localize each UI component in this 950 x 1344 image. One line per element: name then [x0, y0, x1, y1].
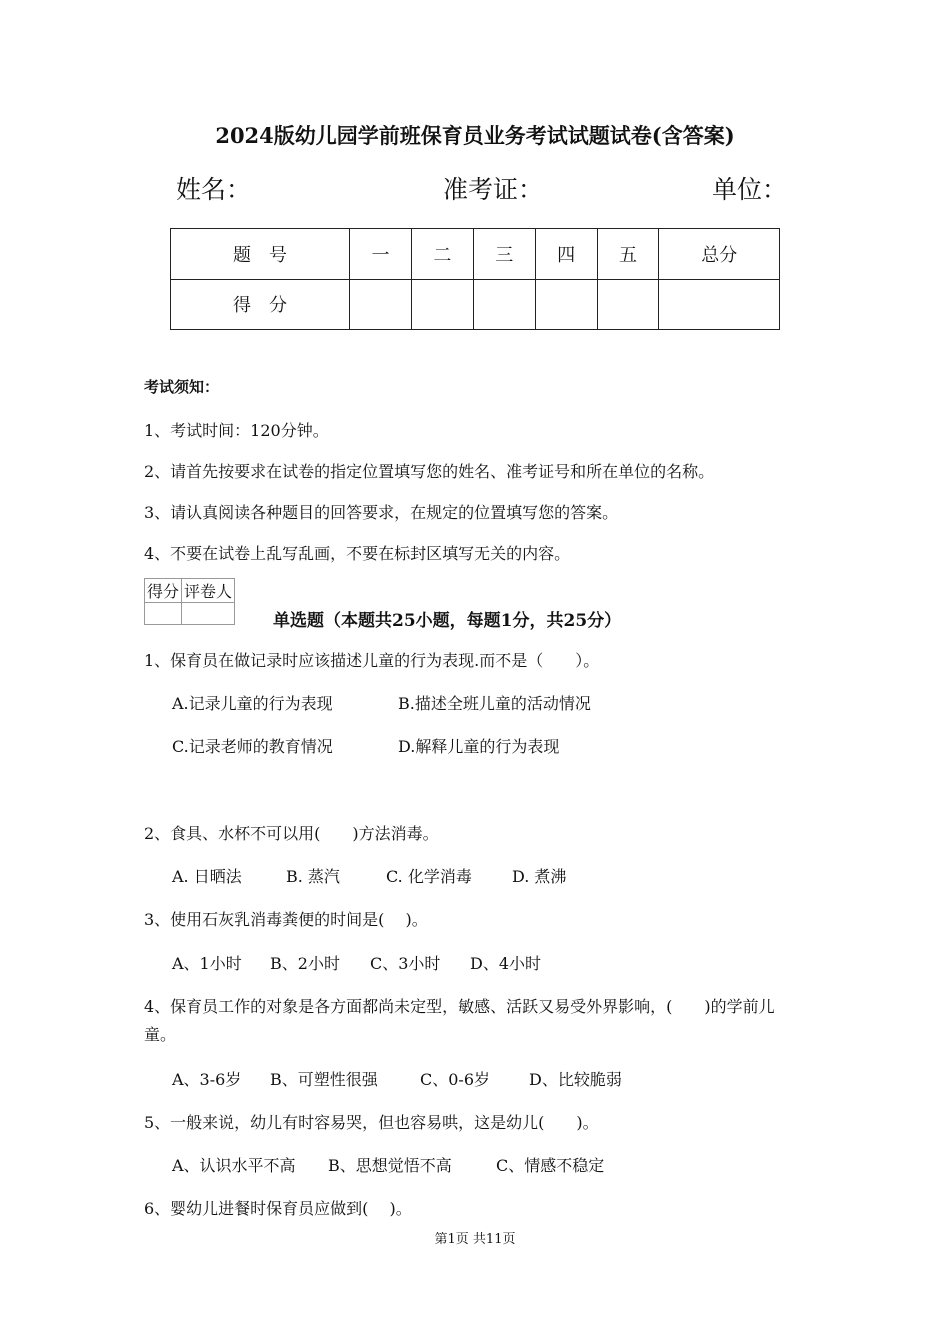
header-cell: 一 — [350, 229, 412, 280]
header-cell: 三 — [473, 229, 535, 280]
score-cell — [411, 279, 473, 330]
option-c: C、0-6岁 — [420, 1070, 491, 1089]
question-stem: 1、保育员在做记录时应该描述儿童的行为表现.而不是（ ）。 — [144, 651, 600, 670]
question-stem: 5、一般来说，幼儿有时容易哭，但也容易哄，这是幼儿( )。 — [144, 1113, 599, 1132]
option-b: B、2小时 — [270, 954, 340, 973]
option-a: A、3-6岁 — [172, 1070, 242, 1089]
question-stem: 4、保育员工作的对象是各方面都尚未定型，敏感、活跃又易受外界影响，( )的学前儿 — [144, 997, 775, 1016]
grader-reviewer-label: 评卷人 — [182, 579, 235, 603]
score-cell — [535, 279, 597, 330]
score-table-score-row — [171, 279, 780, 330]
option-a: A.记录儿童的行为表现 — [172, 694, 333, 713]
option-d: D、比较脆弱 — [529, 1070, 622, 1089]
header-cell: 总分 — [659, 229, 780, 280]
option-b: B.描述全班儿童的活动情况 — [398, 694, 591, 713]
option-b: B、思想觉悟不高 — [328, 1156, 452, 1175]
header-cell: 题 号 — [171, 229, 350, 280]
question-stem: 3、使用石灰乳消毒粪便的时间是( )。 — [144, 910, 428, 929]
score-table — [170, 228, 780, 330]
name-field-label: 姓名： — [176, 175, 252, 204]
notice-item: 2、请首先按要求在试卷的指定位置填写您的姓名、准考证号和所在单位的名称。 — [144, 462, 715, 481]
page-title: 2024版幼儿园学前班保育员业务考试试题试卷(含答案) — [215, 123, 735, 148]
notice-heading: 考试须知： — [144, 378, 220, 396]
option-a: A. 日晒法 — [172, 867, 242, 886]
option-b: B. 蒸汽 — [286, 867, 340, 886]
option-d: D、4小时 — [470, 954, 542, 973]
score-cell — [659, 279, 780, 330]
option-c: C、情感不稳定 — [496, 1156, 605, 1175]
score-table-header-row — [171, 229, 780, 280]
exam-number-field-label: 准考证： — [443, 175, 544, 204]
option-b: B、可塑性很强 — [270, 1070, 378, 1089]
notice-item: 4、不要在试卷上乱写乱画，不要在标封区填写无关的内容。 — [144, 544, 571, 563]
option-d: D. 煮沸 — [512, 867, 567, 886]
option-d: D.解释儿童的行为表现 — [398, 737, 560, 756]
unit-field-label: 单位： — [712, 175, 788, 204]
header-cell: 四 — [535, 229, 597, 280]
option-c: C、3小时 — [370, 954, 441, 973]
option-a: A、认识水平不高 — [172, 1156, 296, 1175]
notice-item: 3、请认真阅读各种题目的回答要求，在规定的位置填写您的答案。 — [144, 503, 619, 522]
grader-table — [144, 578, 235, 625]
header-cell: 五 — [597, 229, 659, 280]
score-cell — [350, 279, 412, 330]
page-footer: 第1页 共11页 — [434, 1232, 516, 1247]
question-stem: 2、食具、水杯不可以用( )方法消毒。 — [144, 824, 439, 843]
option-a: A、1小时 — [172, 954, 242, 973]
option-c: C.记录老师的教育情况 — [172, 737, 333, 756]
score-cell — [597, 279, 659, 330]
section-title: 单选题（本题共25小题，每题1分，共25分） — [273, 611, 622, 631]
question-stem: 6、婴幼儿进餐时保育员应做到( )。 — [144, 1199, 412, 1218]
score-cell — [473, 279, 535, 330]
grader-reviewer-cell — [182, 603, 235, 625]
grader-score-cell — [145, 603, 182, 625]
row-label-cell: 得 分 — [171, 279, 350, 330]
notice-item: 1、考试时间：120分钟。 — [144, 421, 329, 440]
grader-score-label: 得分 — [145, 579, 182, 603]
question-stem-continued: 童。 — [144, 1025, 177, 1044]
header-cell: 二 — [411, 229, 473, 280]
option-c: C. 化学消毒 — [386, 867, 472, 886]
